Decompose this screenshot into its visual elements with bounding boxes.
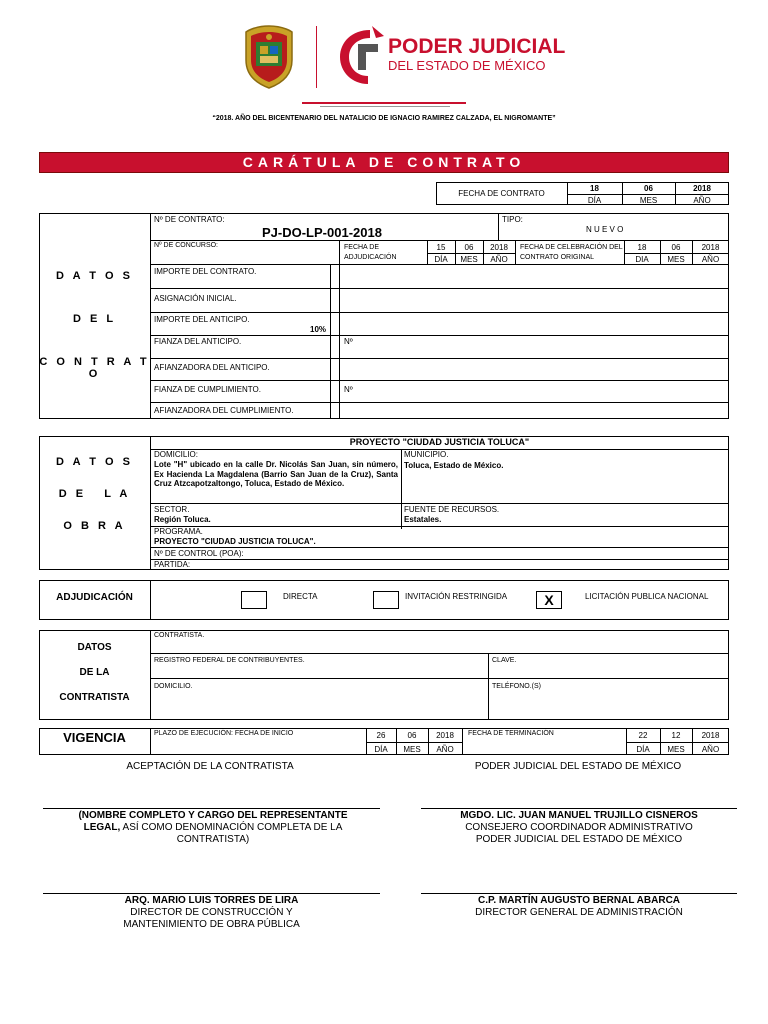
header-underline — [302, 102, 466, 104]
datos-obra-side-1: D A T O S — [56, 456, 133, 468]
adj-dia: 15 — [436, 243, 446, 252]
signature-consejero-title-2: PODER JUDICIAL DEL ESTADO DE MÉXICO — [475, 834, 683, 845]
no-contrato-value: PJ-DO-LP-001-2018 — [262, 225, 382, 240]
datos-obra-side-3: O B R A — [63, 520, 126, 532]
ini-anio-label: AÑO — [436, 745, 454, 754]
tipo-label: TIPO: — [502, 215, 523, 224]
datos-contrato-side-1: D A T O S — [56, 270, 133, 282]
institution-name: PODER JUDICIAL DEL ESTADO DE MÉXICO — [388, 35, 566, 73]
fecha-contrato-label: FECHA DE CONTRATO — [458, 189, 545, 198]
signature-consejero-name: MGDO. LIC. JUAN MANUEL TRUJILLO CISNEROS — [460, 810, 698, 821]
ini-anio: 2018 — [436, 731, 454, 740]
licitacion-label: LICITACIÓN PUBLICA NACIONAL — [585, 592, 709, 601]
anticipo-pct: 10% — [310, 325, 327, 334]
document-title-text: CARÁTULA DE CONTRATO — [242, 154, 526, 170]
signature-director-admin-title: DIRECTOR GENERAL DE ADMINISTRACIÓN — [475, 907, 683, 918]
fecha-contrato-anio: 2018 — [693, 184, 711, 193]
fin-dia: 22 — [638, 731, 648, 740]
municipio-value: Toluca, Estado de México. — [404, 461, 504, 470]
fecha-adjudicacion-label: FECHA DE ADJUDICACIÓN — [344, 244, 397, 261]
cel-anio: 2018 — [701, 243, 720, 252]
fecha-celebracion-label: FECHA DE CELEBRACIÓN DEL CONTRATO ORIGINAL — [520, 244, 623, 261]
fin-mes: 12 — [671, 731, 681, 740]
contratista-side-1: DATOS — [77, 642, 112, 653]
invitacion-label: INVITACIÓN RESTRINGIDA — [405, 592, 508, 601]
fecha-contrato-dia: 18 — [590, 184, 599, 193]
cel-dia: 18 — [637, 243, 647, 252]
fin-mes-label: MES — [667, 745, 685, 754]
dia-label: DÍA — [587, 196, 602, 205]
ini-mes: 06 — [407, 731, 417, 740]
directa-label: DIRECTA — [283, 592, 318, 601]
telefono-label: TELÉFONO.(S) — [492, 683, 542, 690]
cel-mes: 06 — [671, 243, 681, 252]
control-label: Nº DE CONTROL (POA): — [154, 549, 244, 558]
cel-dia-label: DIA — [635, 255, 649, 264]
cel-anio-label: AÑO — [701, 255, 720, 264]
poder-judicial-heading: PODER JUDICIAL DEL ESTADO DE MÉXICO — [474, 761, 682, 772]
no-concurso-label: Nº DE CONCURSO: — [154, 242, 219, 249]
mes-label: MES — [639, 196, 658, 205]
programa-value: PROYECTO "CIUDAD JUSTICIA TOLUCA". — [154, 537, 316, 546]
sector-value: Región Toluca. — [154, 515, 211, 524]
adj-mes-label: MES — [460, 255, 478, 264]
signature-consejero-title-1: CONSEJERO COORDINADOR ADMINISTRATIVO — [465, 822, 693, 833]
aceptacion-heading: ACEPTACIÓN DE LA CONTRATISTA — [126, 761, 294, 772]
header-gray-rule — [320, 106, 450, 107]
datos-contrato-side-2: D E L — [72, 313, 117, 325]
proyecto-title: PROYECTO "CIUDAD JUSTICIA TOLUCA" — [349, 437, 530, 447]
plazo-label: PLAZO DE EJECUCIÓN: FECHA DE INICIO — [154, 730, 294, 737]
signature-line-contratista — [43, 808, 380, 809]
signature-line-director-admin — [421, 893, 737, 894]
signature-director-construccion-name: ARQ. MARIO LUIS TORRES DE LIRA — [124, 895, 299, 906]
poder-judicial-logo-icon — [334, 26, 386, 88]
importe-anticipo-label: IMPORTE DEL ANTICIPO. — [154, 315, 250, 324]
ini-dia: 26 — [376, 731, 386, 740]
fianza-anticipo-no: Nº — [344, 337, 353, 346]
signature-line-director-construccion — [43, 893, 380, 894]
sector-label: SECTOR. — [154, 505, 190, 514]
municipio-label: MUNICIPIO. — [404, 450, 449, 459]
contratista-side-2: DE LA — [79, 667, 110, 678]
signature-line-consejero — [421, 808, 737, 809]
contratista-label: CONTRATISTA. — [154, 632, 205, 639]
adj-anio: 2018 — [490, 243, 508, 252]
contratista-domicilio-label: DOMICILIO. — [154, 683, 193, 690]
fianza-cumplimiento-no: Nº — [344, 385, 353, 394]
fuente-value: Estatales. — [404, 515, 442, 524]
motto: “2018. AÑO DEL BICENTENARIO DEL NATALICIO DE IGNACIO RAMIREZ CALZADA, EL NIGROMANTE” — [212, 115, 556, 122]
fianza-cumplimiento-label: FIANZA DE CUMPLIMIENTO. — [154, 385, 261, 394]
clave-label: CLAVE. — [492, 657, 517, 664]
programa-label: PROGRAMA. — [154, 527, 203, 536]
directa-checkbox[interactable] — [241, 591, 267, 609]
ini-dia-label: DÍA — [374, 745, 388, 754]
invitacion-checkbox[interactable] — [373, 591, 399, 609]
fecha-contrato-mes: 06 — [644, 184, 653, 193]
no-contrato-label: Nº DE CONTRATO: — [154, 215, 225, 224]
tipo-value: N U E V O — [586, 225, 624, 234]
fianza-anticipo-label: FIANZA DEL ANTICIPO. — [154, 337, 242, 346]
ini-mes-label: MES — [403, 745, 421, 754]
domicilio-label: DOMICILIO: — [154, 450, 199, 459]
fin-anio-label: AÑO — [701, 745, 720, 754]
signature-director-construccion-title-1: DIRECTOR DE CONSTRUCCIÓN Y — [130, 907, 293, 918]
adj-dia-label: DÍA — [434, 255, 448, 264]
coat-of-arms-icon — [240, 24, 298, 90]
adj-anio-label: AÑO — [490, 255, 508, 264]
header-divider — [316, 26, 317, 88]
contratista-side-3: CONTRATISTA — [59, 692, 130, 703]
datos-obra-side-2: D E L A — [58, 488, 131, 500]
terminacion-label: FECHA DE TERMINACIÓN — [468, 730, 554, 737]
licitacion-mark: X — [544, 592, 554, 608]
fuente-label: FUENTE DE RECURSOS. — [404, 505, 500, 514]
datos-contrato-side-3: C O N T R A T O — [39, 356, 150, 380]
importe-contrato-label: IMPORTE DEL CONTRATO. — [154, 267, 257, 276]
signature-contratista: (NOMBRE COMPLETO Y CARGO DEL REPRESENTANTE LEGAL, ASÍ COMO DENOMINACIÓN COMPLETA DE LA CONTRATISTA) — [78, 810, 348, 845]
signature-director-admin-name: C.P. MARTÍN AUGUSTO BERNAL ABARCA — [477, 895, 681, 906]
fin-anio: 2018 — [701, 731, 720, 740]
adj-mes: 06 — [464, 243, 474, 252]
signature-director-construccion-title-2: MANTENIMIENTO DE OBRA PÚBLICA — [123, 919, 300, 930]
vigencia-label: VIGENCIA — [63, 730, 126, 745]
adjudicacion-label: ADJUDICACIÓN — [56, 592, 133, 603]
afianzadora-cumplimiento-label: AFIANZADORA DEL CUMPLIMIENTO. — [154, 406, 294, 415]
anio-label: AÑO — [693, 196, 711, 205]
rfc-label: REGISTRO FEDERAL DE CONTRIBUYENTES. — [154, 657, 305, 664]
afianzadora-anticipo-label: AFIANZADORA DEL ANTICIPO. — [154, 363, 270, 372]
domicilio-value: Lote "H" ubicado en la calle Dr. Nicolás San Juan, sin número, Ex Hacienda La Magdalena (Barrio San Juan de la Cruz), Santa Cruz Atzcapotzaltongo, Toluca, Estado de México. — [154, 460, 398, 488]
fin-dia-label: DÍA — [636, 745, 650, 754]
asignacion-inicial-label: ASIGNACIÓN INICIAL. — [154, 294, 237, 303]
partida-label: PARTIDA: — [154, 560, 191, 569]
cel-mes-label: MES — [667, 255, 685, 264]
